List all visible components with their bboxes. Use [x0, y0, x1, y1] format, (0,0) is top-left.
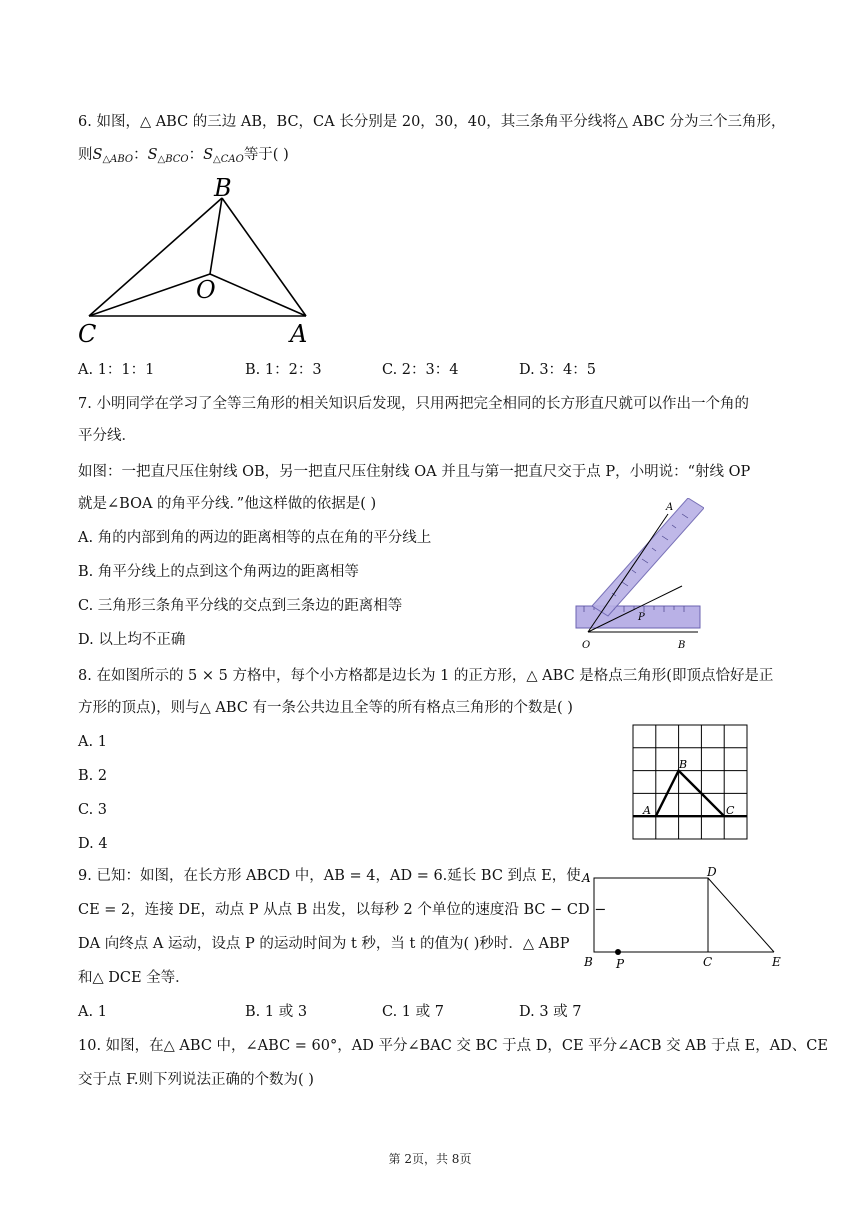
q6-sub1: △ABO	[102, 154, 134, 165]
q9-line1: 9. 已知：如图，在长方形 ABCD 中，AB = 4，AD = 6.延长 BC 到点 E，使	[78, 868, 581, 884]
q6-s2: S	[147, 147, 158, 163]
q8-label-c: C	[726, 804, 735, 817]
q9-label-b: B	[584, 955, 593, 969]
q7-line3: 如图：一把直尺压住射线 OB，另一把直尺压住射线 OA 并且与第一把直尺交于点 P，小明说：“射线 OP	[78, 464, 751, 480]
q6-s3: S	[203, 147, 214, 163]
q6-label-c: C	[78, 320, 97, 348]
q6-sub3: △CAO	[213, 154, 244, 165]
q7-label-b: B	[678, 640, 686, 651]
q6-line2-suffix: 等于( )	[243, 147, 289, 163]
q8-line1: 8. 在如图所示的 5 × 5 方格中，每个小方格都是边长为 1 的正方形，△ ABC 是格点三角形(即顶点恰好是正	[78, 668, 774, 684]
q7-option-a: A. 角的内部到角的两边的距离相等的点在角的平分线上	[78, 530, 432, 546]
q7-option-d: D. 以上均不正确	[78, 632, 186, 648]
q9-rectangle-figure	[578, 862, 788, 972]
q7-line4: 就是∠BOA 的角平分线．”他这样做的依据是( )	[78, 496, 377, 512]
q7-ruler-slanted	[592, 498, 704, 616]
q6-bisector-c	[89, 274, 210, 316]
q8-line2: 方形的顶点)，则与△ ABC 有一条公共边且全等的所有格点三角形的个数是( )	[78, 700, 573, 716]
q8-label-b: B	[679, 758, 688, 771]
q9-label-c: C	[703, 955, 713, 969]
q7-option-b: B. 角平分线上的点到这个角两边的距离相等	[78, 564, 359, 580]
q7-label-a: A	[666, 502, 674, 513]
q9-label-p: P	[616, 957, 625, 971]
page-footer: 第 2页，共 8页	[388, 1152, 472, 1166]
q6-triangle-figure	[72, 172, 332, 352]
q6-sep2: ：	[188, 147, 204, 163]
q7-option-c: C. 三角形三条角平分线的交点到三条边的距离相等	[78, 598, 403, 614]
q7-label-o: O	[582, 640, 591, 651]
q9-segment-de	[708, 878, 774, 952]
q8-option-d: D. 4	[78, 836, 108, 852]
q9-label-a: A	[582, 871, 591, 885]
q7-rulers-figure	[572, 498, 704, 654]
q9-rect-abcd	[594, 878, 708, 952]
q6-option-b: B. 1：2：3	[245, 362, 322, 378]
q8-option-c: C. 3	[78, 802, 108, 818]
q7-line2: 平分线．	[78, 428, 136, 444]
q8-option-b: B. 2	[78, 768, 108, 784]
q8-option-a: A. 1	[78, 734, 107, 750]
q8-label-a: A	[643, 804, 651, 817]
q9-option-b: B. 1 或 3	[245, 1004, 308, 1020]
q9-line3: DA 向终点 A 运动，设点 P 的运动时间为 t 秒，当 t 的值为( )秒时．△ ABP	[78, 936, 570, 952]
q6-label-o: O	[196, 276, 216, 304]
q9-option-c: C. 1 或 7	[382, 1004, 444, 1020]
q9-point-p	[615, 949, 621, 955]
q7-line1: 7. 小明同学在学习了全等三角形的相关知识后发现，只用两把完全相同的长方形直尺就可以作出一个角的	[78, 396, 749, 412]
q6-line1: 6. 如图，△ ABC 的三边 AB，BC，CA 长分别是 20，30，40，其三条角平分线将△ ABC 分为三个三角形，	[78, 114, 786, 130]
q6-line2	[78, 145, 289, 167]
q6-bisector-b	[210, 198, 222, 274]
q9-line4: 和△ DCE 全等．	[78, 970, 190, 986]
q9-label-d: D	[707, 865, 717, 879]
q9-label-e: E	[772, 955, 781, 969]
q9-line2: CE = 2，连接 DE，动点 P 从点 B 出发，以每秒 2 个单位的速度沿 BC − CD −	[78, 902, 607, 918]
q6-option-c: C. 2：3：4	[382, 362, 459, 378]
q10-line2: 交于点 F.则下列说法正确的个数为( )	[78, 1072, 314, 1088]
q6-sep1: ：	[133, 147, 148, 163]
q7-label-p: P	[638, 612, 645, 623]
q6-label-a: A	[290, 320, 308, 348]
q9-option-d: D. 3 或 7	[519, 1004, 582, 1020]
q9-option-a: A. 1	[78, 1004, 107, 1020]
q8-grid-figure	[630, 722, 750, 842]
q10-line1: 10. 如图，在△ ABC 中，∠ABC = 60°，AD 平分∠BAC 交 BC 于点 D，CE 平分∠ACB 交 AB 于点 E，AD、CE	[78, 1038, 828, 1054]
q6-option-d: D. 3：4：5	[519, 362, 597, 378]
q6-option-a: A. 1：1：1	[78, 362, 155, 378]
q6-label-b: B	[214, 174, 232, 202]
q6-sub2: △BCO	[157, 154, 189, 165]
q6-line2-prefix: 则	[78, 147, 93, 163]
q6-s1: S	[92, 147, 103, 163]
